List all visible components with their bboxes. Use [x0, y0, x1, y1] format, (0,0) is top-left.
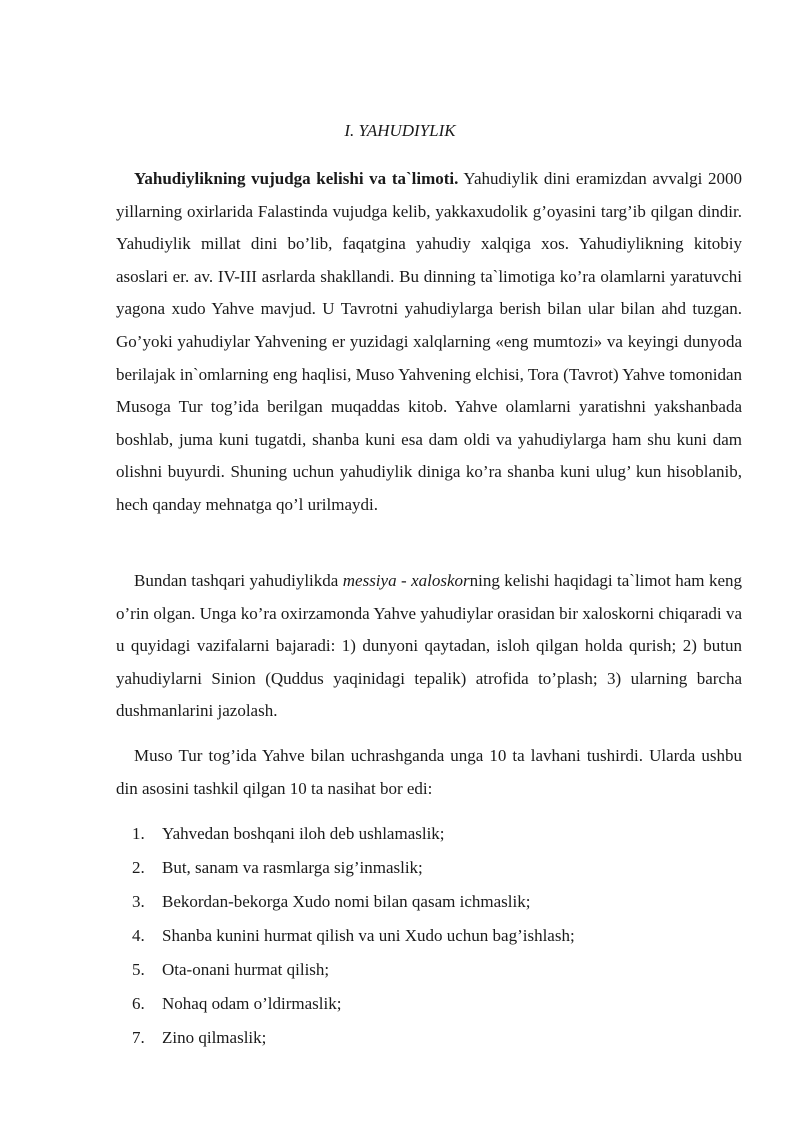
list-text: But, sanam va rasmlarga sig’inmaslik;: [162, 858, 423, 877]
list-text: Yahvedan boshqani iloh deb ushlamaslik;: [162, 824, 445, 843]
list-text: Bekordan-bekorga Xudo nomi bilan qasam ichmaslik;: [162, 892, 531, 911]
paragraph-body: Yahudiylik dini eramizdan avvalgi 2000 yillarning oxirlarida Falastinda vujudga kelib, yakkaxudolik g’oyasini targ’ib qilgan dindir. Yahudiylik millat dini bo’lib, faqatgina yahudiy xalqiga xos. Yahudiylikning kitobiy asoslari er. av. IV-III asrlarda shakllandi. Bu dinning ta`limotiga ko’ra olamlarni yaratuvchi yagona xudo Yahve mavjud. U Tavrotni yahudiylarga berish bilan ular bilan ahd tuzgan. Go’yoki yahudiylar Yahvening er yuzidagi xalqlarning «eng mumtozi» va keyingi dunyoda berilajak in`omlarning eng haqlisi, Muso Yahvening elchisi, Tora (Tavrot) Yahve tomonidan Musoga Tur tog’ida berilgan muqaddas kitob. Yahve olamlarni yaratishni yakshanbada boshlab, juma kuni tugatdi, shanba kuni esa dam oldi va yahudiylarga ham shu kuni dam olishni buyurdi. Shuning uchun yahudiylik diniga ko’ra shanba kuni ulug’ kun hisoblanib, hech qanday mehnatga qo’l urilmaydi.: [116, 169, 742, 514]
paragraph-text-end: ning kelishi haqidagi ta`limot ham keng o’rin olgan. Unga ko’ra oxirzamonda Yahve yahudiylar orasidan bir xaloskorni chiqaradi va u quyidagi vazifalarni bajaradi: 1) dunyoni qaytadan, isloh qilgan holda qurish; 2) butun yahudiylarni Sinion (Quddus yaqinidagi tepalik) atrofida to’plash; 3) ularning barcha dushmanlarini jazolash.: [116, 571, 743, 721]
list-item: [116, 987, 742, 1021]
list-text: Nohaq odam o’ldirmaslik;: [162, 994, 342, 1013]
list-item: [116, 1021, 742, 1055]
section-title: I. YAHUDIYLIK: [344, 121, 456, 140]
italic-term: messiya - xaloskor: [342, 571, 470, 590]
paragraph-origins: [116, 163, 742, 522]
commandments-list: [116, 817, 742, 1055]
list-text: Zino qilmaslik;: [162, 1028, 267, 1047]
list-number: 2.: [132, 858, 145, 877]
list-number: 6.: [132, 994, 145, 1013]
list-number: 7.: [132, 1028, 145, 1047]
list-number: 1.: [132, 824, 145, 843]
list-text: Shanba kunini hurmat qilish va uni Xudo uchun bag’ishlash;: [162, 926, 575, 945]
list-number: 4.: [132, 926, 145, 945]
list-number: 5.: [132, 960, 145, 979]
list-item: [116, 851, 742, 885]
list-item: [116, 953, 742, 987]
paragraph-commandments-intro: Muso Tur tog’ida Yahve bilan uchrashganda unga 10 ta lavhani tushirdi. Ularda ushbu din asosini tashkil qilgan 10 ta nasihat bor edi:: [116, 746, 742, 798]
paragraph-text-start: Bundan tashqari yahudiylikda: [134, 571, 343, 590]
list-item: [116, 817, 742, 851]
paragraph-heading: Yahudiylikning vujudga kelishi va ta`limoti.: [134, 169, 459, 188]
list-text: Ota-onani hurmat qilish;: [162, 960, 330, 979]
paragraph-messiah: [116, 565, 742, 728]
list-item: [116, 919, 742, 953]
list-number: 3.: [132, 892, 145, 911]
list-item: [116, 885, 742, 919]
